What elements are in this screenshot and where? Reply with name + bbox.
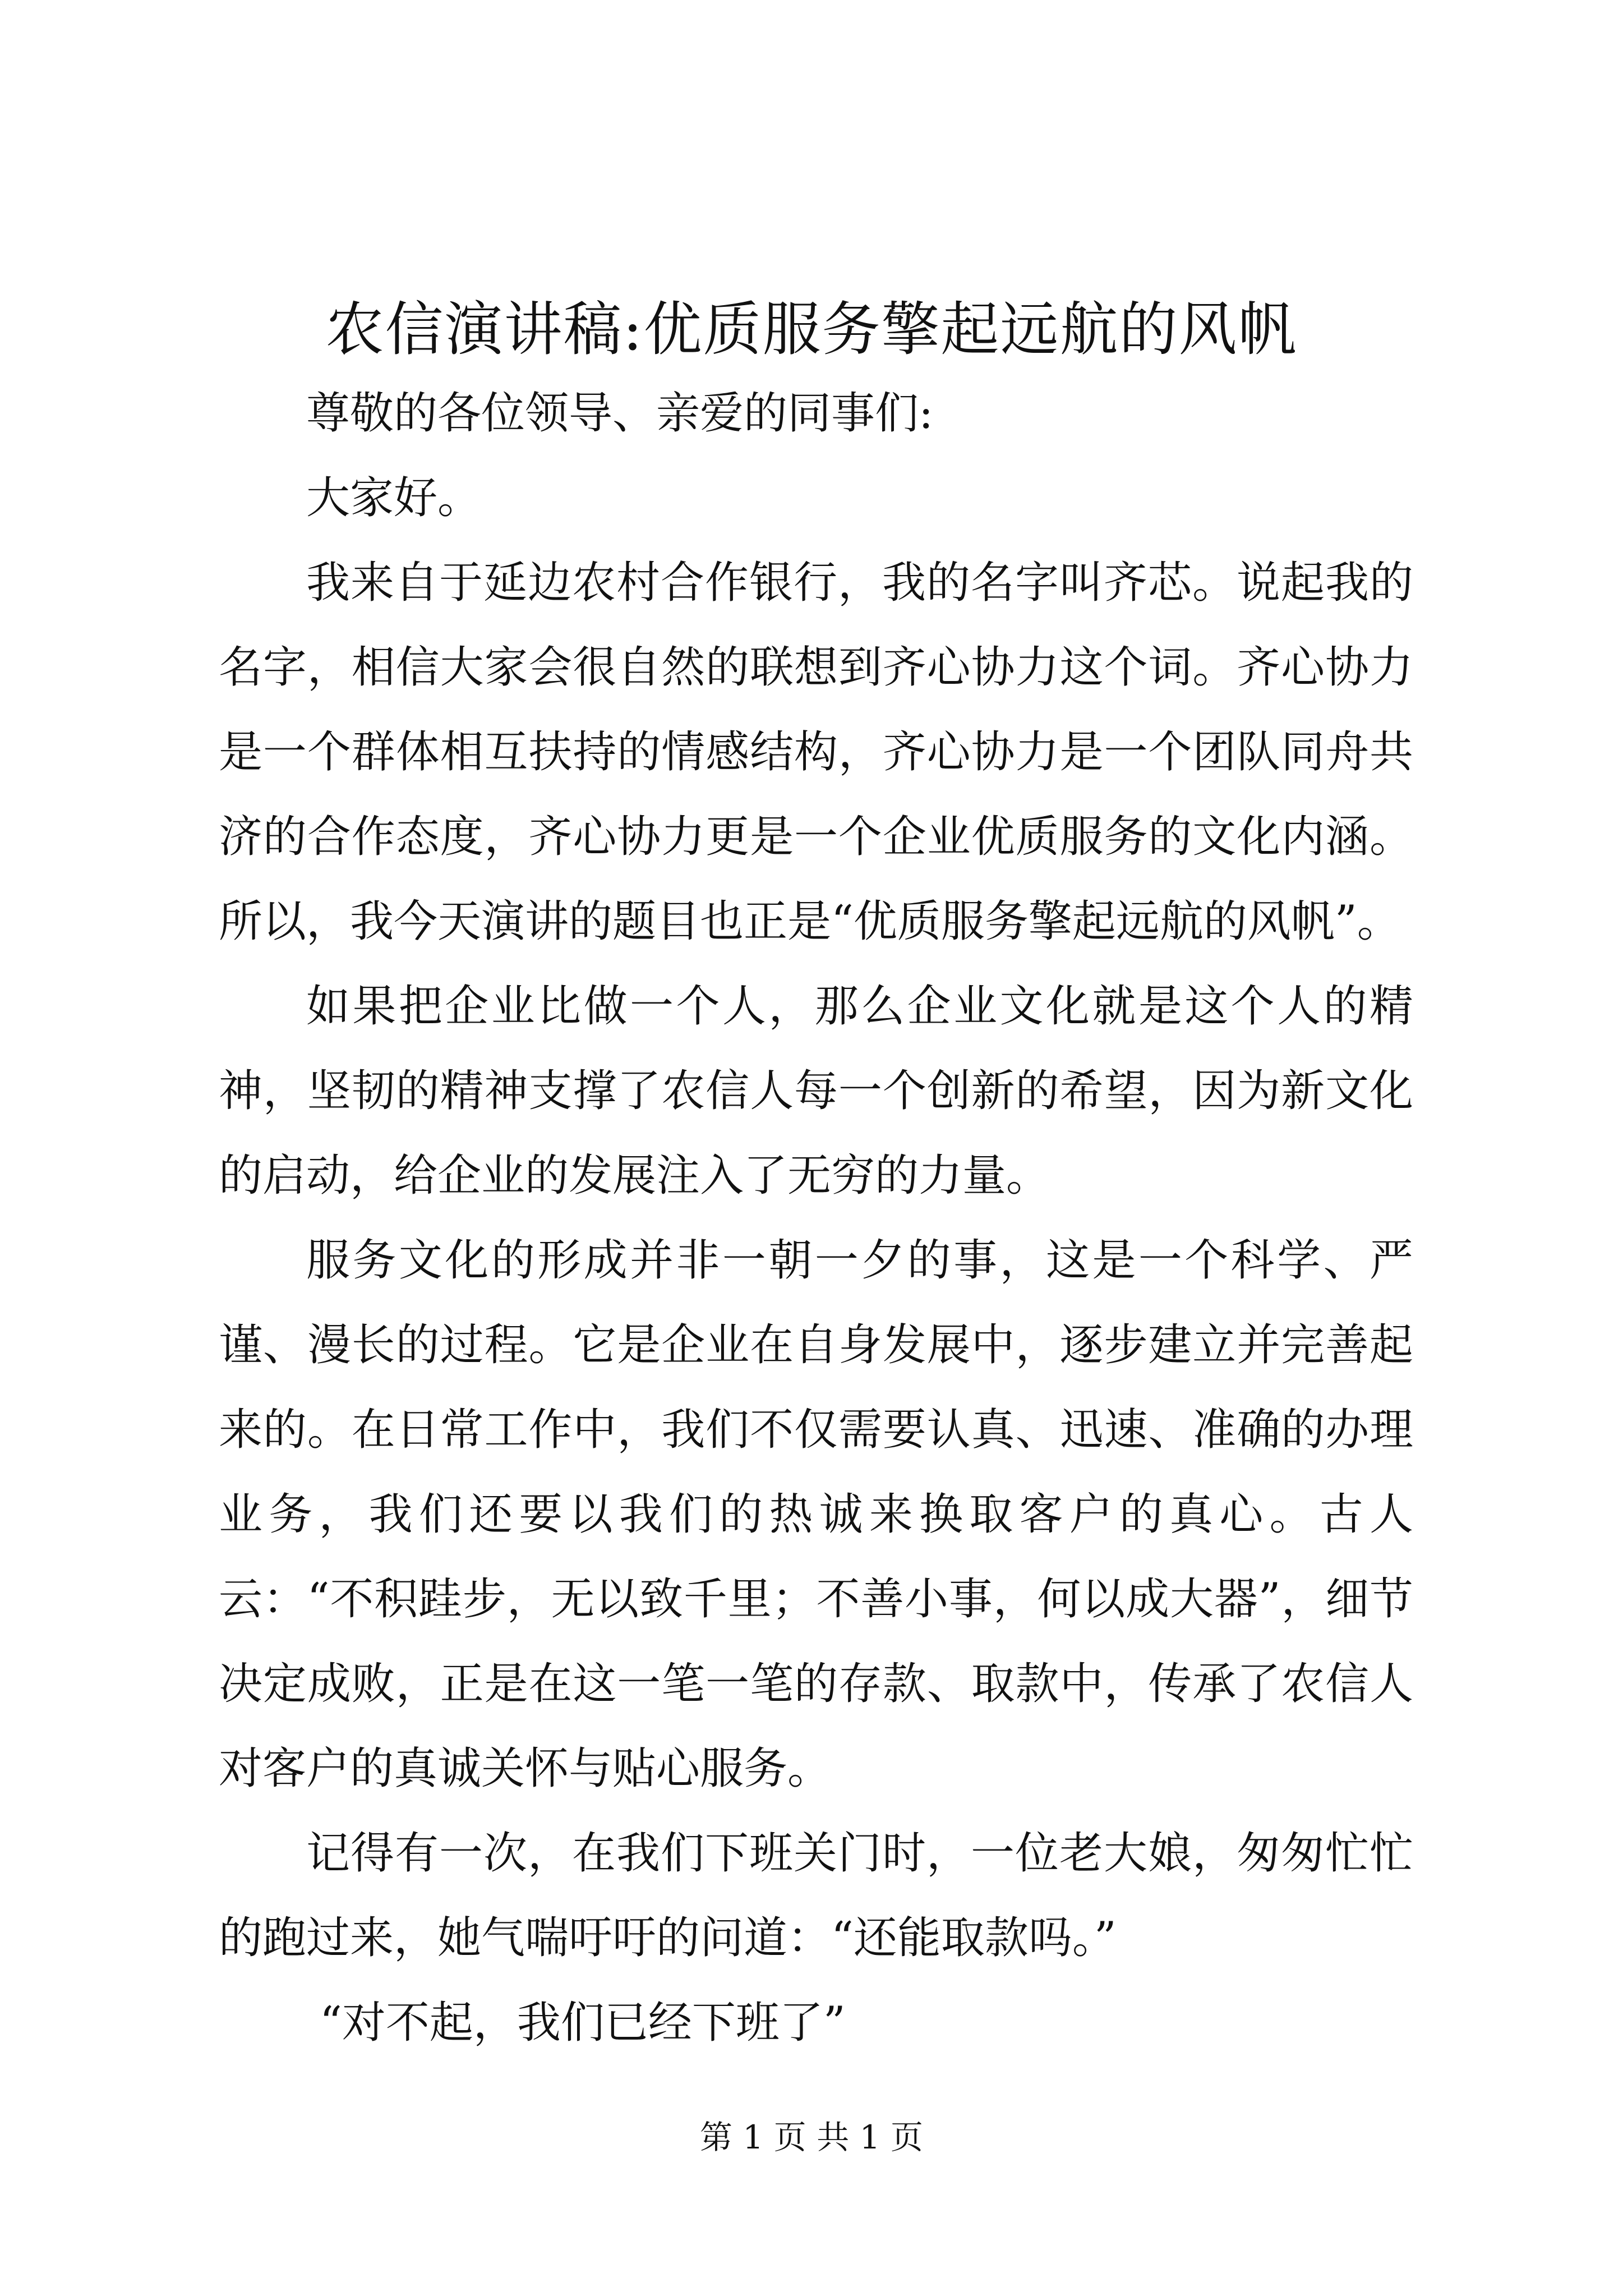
dialogue-paragraph: “对不起，我们已经下班了” xyxy=(320,1998,846,2048)
document-body xyxy=(219,371,1413,2065)
salutation-paragraph: 尊敬的各位领导、亲爱的同事们: xyxy=(306,388,934,439)
body-paragraph: 服务文化的形成并非一朝一夕的事，这是一个科学、严谨、漫长的过程。它是企业在自身发展中，逐步建立并完善起来的。在日常工作中，我们不仅需要认真、迅速、准确的办理业务，我们还要以我们的热诚来换取客户的真心。古人云：“不积跬步，无以致千里；不善小事，何以成大器”，细节决定成败，正是在这一笔一笔的存款、取款中，传承了农信人对客户的真诚关怀与贴心服务。 xyxy=(219,1235,1413,1794)
page-number-footer: 第 1 页 共 1 页 xyxy=(700,2118,923,2156)
document-title: 农信演讲稿:优质服务擎起远航的风帆 xyxy=(325,295,1298,364)
body-paragraph: 如果把企业比做一个人，那么企业文化就是这个人的精神，坚韧的精神支撑了农信人每一个创新的希望，因为新文化的启动，给企业的发展注入了无穷的力量。 xyxy=(219,981,1413,1201)
greeting-paragraph: 大家好。 xyxy=(306,473,482,523)
body-paragraph: 我来自于延边农村合作银行，我的名字叫齐芯。说起我的名字，相信大家会很自然的联想到齐心协力这个词。齐心协力是一个群体相互扶持的情感结构，齐心协力是一个团队同舟共济的合作态度，齐心协力更是一个企业优质服务的文化内涵。所以，我今天演讲的题目也正是“优质服务擎起远航的风帆”。 xyxy=(219,558,1413,947)
body-paragraph: 记得有一次，在我们下班关门时，一位老大娘，匆匆忙忙的跑过来，她气喘吁吁的问道：“还能取款吗。” xyxy=(219,1828,1413,1963)
